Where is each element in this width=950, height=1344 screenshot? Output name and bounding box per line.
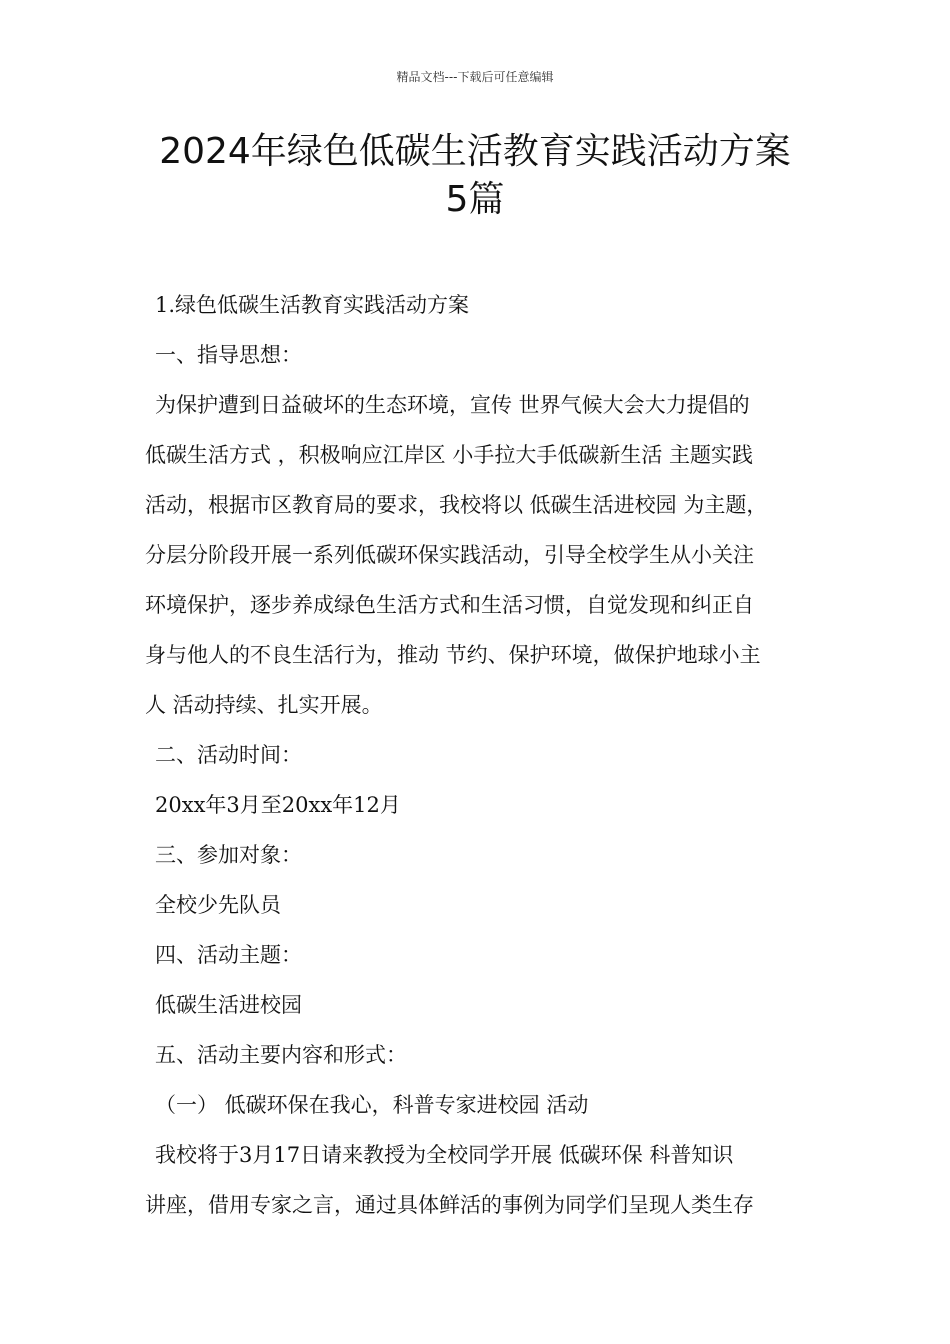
document-body — [145, 280, 825, 1230]
paragraph-line: 分层分阶段开展一系列低碳环保实践活动，引导全校学生从小关注 — [145, 543, 754, 567]
paragraph-line: 全校少先队员 — [155, 893, 281, 917]
subheading: 一、指导思想： — [155, 343, 302, 367]
paragraph-line: 低碳生活方式 ，积极响应江岸区 小手拉大手低碳新生活 主题实践 — [145, 443, 754, 467]
paragraph-line: 为保护遭到日益破坏的生态环境，宣传 世界气候大会大力提倡的 — [155, 393, 750, 417]
paragraph-line: 身与他人的不良生活行为，推动 节约、保护环境，做保护地球小主 — [145, 643, 761, 667]
section-heading: 1.绿色低碳生活教育实践活动方案 — [155, 293, 470, 317]
paragraph-line: 低碳生活进校园 — [155, 993, 302, 1017]
paragraph-line: 环境保护，逐步养成绿色生活方式和生活习惯，自觉发现和纠正自 — [145, 593, 754, 617]
subheading: 三、参加对象： — [155, 843, 302, 867]
paragraph-line: 人 活动持续、扎实开展。 — [145, 693, 383, 717]
header-note: 精品文档---下载后可任意编辑 — [396, 70, 554, 84]
paragraph-line: 20xx年3月至20xx年12月 — [155, 793, 401, 817]
document-title — [60, 128, 890, 224]
title-line-1: 2024年绿色低碳生活教育实践活动方案 — [159, 131, 791, 172]
subheading: 四、活动主题： — [155, 943, 302, 967]
paragraph-line: 活动，根据市区教育局的要求，我校将以 低碳生活进校园 为主题， — [145, 493, 768, 517]
paragraph-line: 讲座，借用专家之言，通过具体鲜活的事例为同学们呈现人类生存 — [145, 1193, 754, 1217]
subheading: （一） 低碳环保在我心，科普专家进校园 活动 — [155, 1093, 589, 1117]
title-line-2: 5篇 — [445, 179, 505, 220]
subheading: 五、活动主要内容和形式： — [155, 1043, 407, 1067]
paragraph-line: 我校将于3月17日请来教授为全校同学开展 低碳环保 科普知识 — [155, 1143, 734, 1167]
subheading: 二、活动时间： — [155, 743, 302, 767]
